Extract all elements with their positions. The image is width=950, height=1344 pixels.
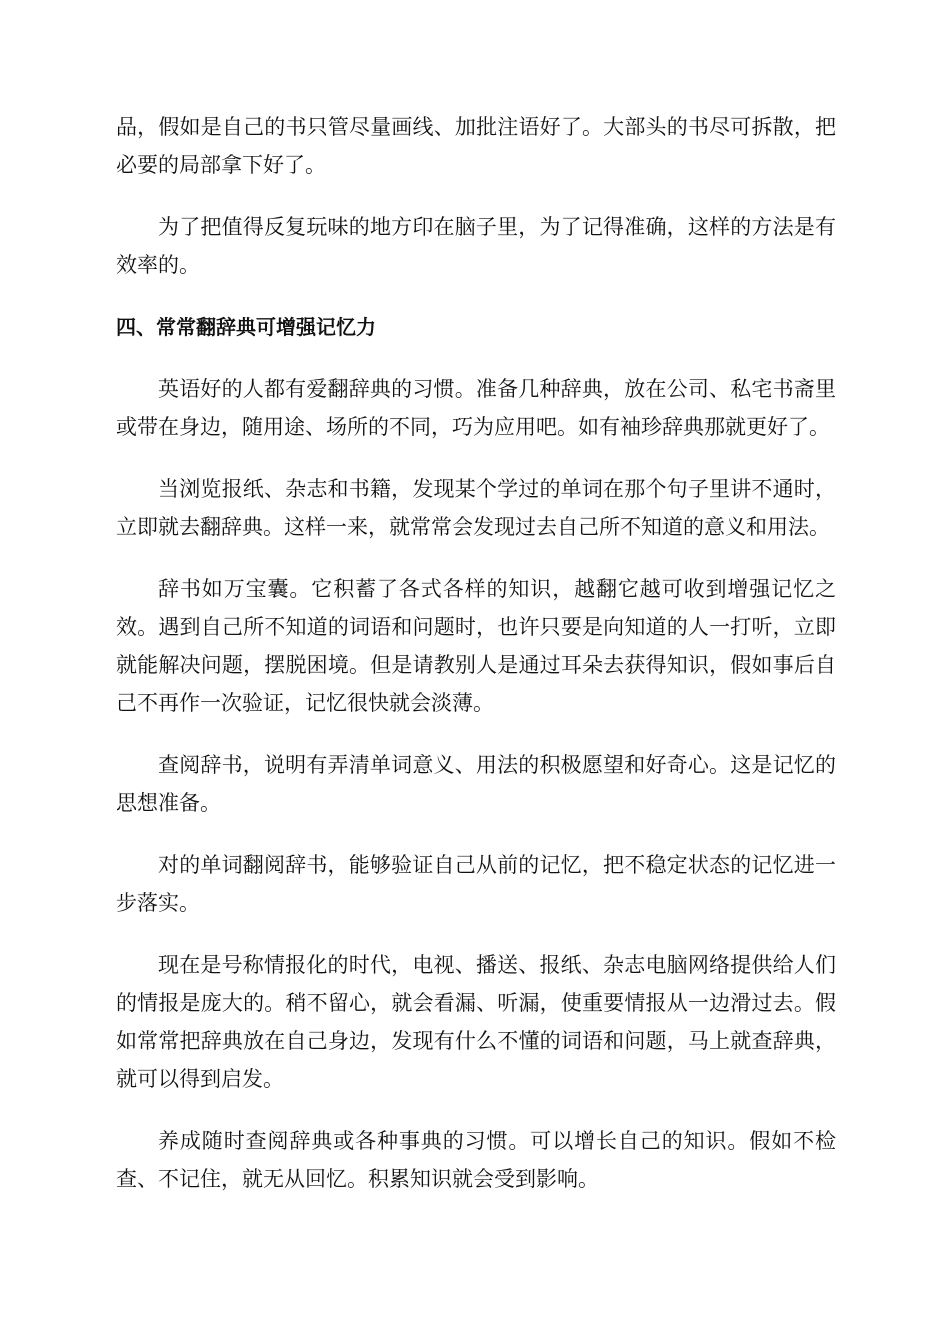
paragraph: 养成随时查阅辞典或各种事典的习惯。可以增长自己的知识。假如不检查、不记住，就无从回忆。积累知识就会受到影响。 (116, 1129, 836, 1191)
section-heading: 四、常常翻辞典可增强记忆力 (116, 315, 376, 339)
paragraph: 当浏览报纸、杂志和书籍，发现某个学过的单词在那个句子里讲不通时，立即就去翻辞典。这样一来，就常常会发现过去自己所不知道的意义和用法。 (116, 477, 836, 539)
document-body (116, 108, 836, 1222)
paragraph: 对的单词翻阅辞书，能够验证自己从前的记忆，把不稳定状态的记忆进一步落实。 (116, 853, 836, 915)
paragraph-continuation: 品，假如是自己的书只管尽量画线、加批注语好了。大部头的书尽可拆散，把必要的局部拿下好了。 (116, 115, 836, 177)
paragraph: 为了把值得反复玩味的地方印在脑子里，为了记得准确，这样的方法是有效率的。 (116, 215, 836, 277)
paragraph: 现在是号称情报化的时代，电视、播送、报纸、杂志电脑网络提供给人们的情报是庞大的。稍不留心，就会看漏、听漏，使重要情报从一边滑过去。假如常常把辞典放在自己身边，发现有什么不懂的词语和问题，马上就查辞典，就可以得到启发。 (116, 953, 836, 1091)
paragraph: 查阅辞书，说明有弄清单词意义、用法的积极愿望和好奇心。这是记忆的思想准备。 (116, 753, 836, 815)
paragraph: 辞书如万宝囊。它积蓄了各式各样的知识，越翻它越可收到增强记忆之效。遇到自己所不知道的词语和问题时，也许只要是向知道的人一打听，立即就能解决问题，摆脱困境。但是请教别人是通过耳朵去获得知识，假如事后自己不再作一次验证，记忆很快就会淡薄。 (116, 577, 836, 715)
paragraph: 英语好的人都有爱翻辞典的习惯。准备几种辞典，放在公司、私宅书斋里或带在身边，随用途、场所的不同，巧为应用吧。如有袖珍辞典那就更好了。 (116, 377, 836, 439)
